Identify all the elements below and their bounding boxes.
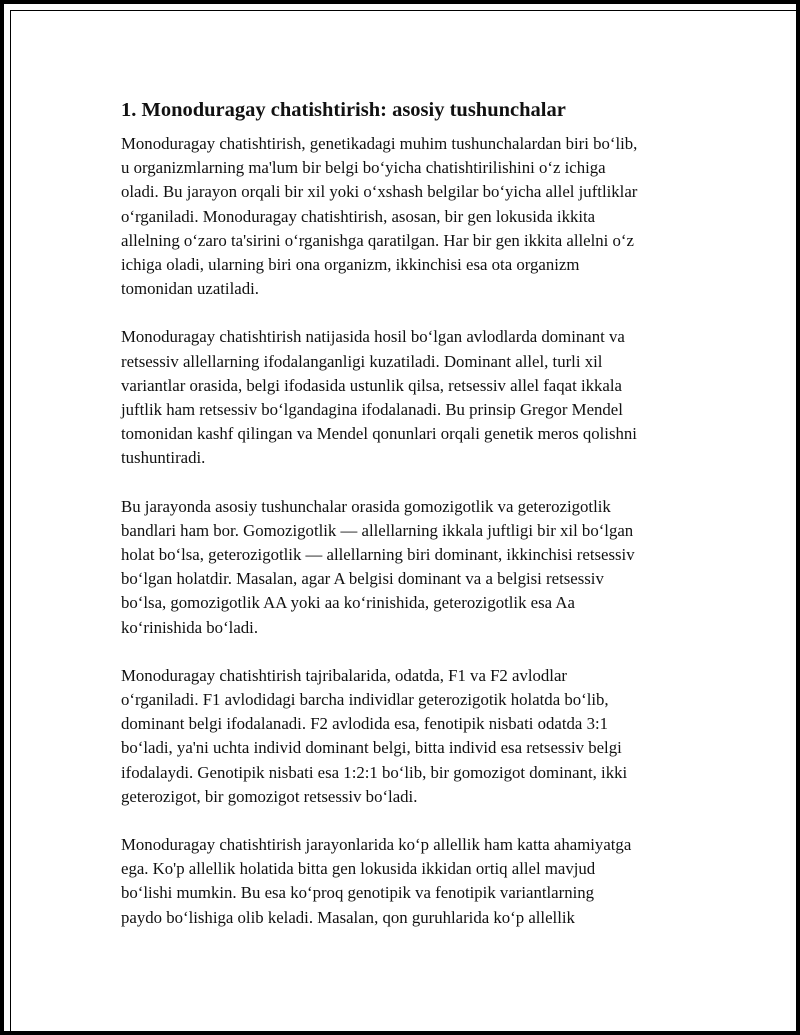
paragraph-4: Monoduragay chatishtirish tajribalarida, odatda, F1 va F2 avlodlar o‘rganiladi. F1 avlodidagi barcha individlar geterozigotik holatda bo‘lib, dominant belgi ifodalanadi. F2 avlodida esa, fenotipik nisbati odatda 3:1 bo‘ladi, ya'ni uchta individ dominant belgi, bitta individ esa retsessiv belgi ifodalaydi. Genotipik nisbati esa 1:2:1 bo‘lib, bir gomozigot dominant, ikki geterozigot, bir gomozigot retsessiv bo‘ladi.: [121, 665, 628, 806]
paragraph-5: Monoduragay chatishtirish jarayonlarida ko‘p allellik ham katta ahamiyatga ega. Ko'p allellik holatida bitta gen lokusida ikkidan ortiq allel mavjud bo‘lishi mumkin. Bu esa ko‘proq genotipik va fenotipik variantlarning paydo bo‘lishiga olib keladi. Masalan, qon guruhlarida ko‘p allellik: [121, 835, 632, 927]
paragraph-2: Monoduragay chatishtirish natijasida hosil bo‘lgan avlodlarda dominant va retsessiv allellarning ifodalanganligi kuzatiladi. Dominant allel, turli xil variantlar orasida, belgi ifodasida ustunlik qilsa, retsessiv allel faqat ikkala juftlik ham retsessiv bo‘lgandagina ifodalanadi. Bu prinsip Gregor Mendel tomonidan kashf qilingan va Mendel qonunlari orqali genetik meros qolishni tushuntiradi.: [121, 327, 637, 468]
section-heading: 1. Monoduragay chatishtirish: asosiy tushunchalar: [121, 99, 566, 121]
document-content: [121, 96, 701, 954]
paragraph-3: Bu jarayonda asosiy tushunchalar orasida gomozigotlik va geterozigotlik bandlari ham bor. Gomozigotlik — allellarning ikkala juftligi bir xil bo‘lgan holat bo‘lsa, geterozigotlik — allellarning biri dominant, ikkinchisi retsessiv bo‘lgan holatdir. Masalan, agar A belgisi dominant va a belgisi retsessiv bo‘lsa, gomozigotlik AA yoki aa ko‘rinishida, geterozigotlik esa Aa ko‘rinishida bo‘ladi.: [121, 496, 635, 637]
paragraph-1: Monoduragay chatishtirish, genetikadagi muhim tushunchalardan biri bo‘lib, u organizmlarning ma'lum bir belgi bo‘yicha chatishtirilishini o‘z ichiga oladi. Bu jarayon orqali bir xil yoki o‘xshash belgilar bo‘yicha allel juftliklar o‘rganiladi. Monoduragay chatishtirish, asosan, bir gen lokusida ikkita allelning o‘zaro ta'sirini o‘rganishga qaratilgan. Har bir gen ikkita allelni o‘z ichiga oladi, ularning biri ona organizm, ikkinchisi esa ota organizm tomonidan uzatiladi.: [121, 134, 638, 299]
